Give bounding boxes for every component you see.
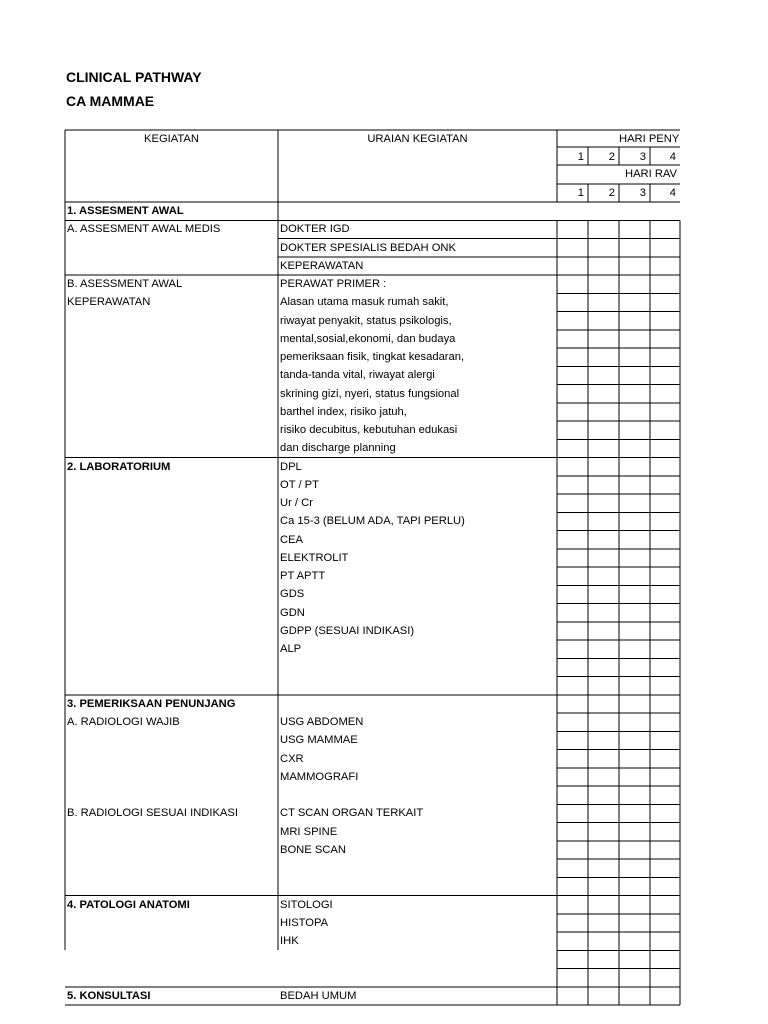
activity-item: BEDAH UMUM [280,989,357,1002]
activity-item: CXR [280,752,304,765]
activity-item: GDN [280,606,305,619]
header-day-number: 4 [669,187,676,199]
activity-item: risiko decubitus, kebutuhan edukasi [280,424,458,437]
activity-item: PERAWAT PRIMER : [280,278,387,291]
header-day-number: 3 [639,151,646,163]
activity-item: ELEKTROLIT [280,551,349,564]
activity-item: OT / PT [280,478,319,491]
activity-item: HISTOPA [280,916,329,929]
activity-item: Ca 15-3 (BELUM ADA, TAPI PERLU) [280,515,465,528]
header-day-number: 1 [577,151,584,163]
activity-item: riwayat penyakit, status psikologis, [280,314,452,327]
document-title: CLINICAL PATHWAY [66,69,202,85]
activity-item: barthel index, risiko jatuh, [280,405,407,418]
activity-item: Alasan utama masuk rumah sakit, [280,296,449,309]
activity-item: MAMMOGRAFI [280,770,359,783]
activity-item: DOKTER SPESIALIS BEDAH ONK [280,241,456,254]
activity-item: MRI SPINE [280,825,338,838]
section-title: 3. PEMERIKSAAN PENUNJANG [67,697,236,710]
activity-item: USG MAMMAE [280,734,358,747]
activity-item: pemeriksaan fisik, tingkat kesadaran, [280,351,465,364]
activity-item: ALP [280,643,302,656]
header-day-number: 2 [608,187,615,199]
section-title: 4. PATOLOGI ANATOMI [67,898,190,911]
header-day-number: 4 [669,151,676,163]
activity-item: CT SCAN ORGAN TERKAIT [280,807,424,820]
header-hari-penyakit: HARI PENY [619,133,680,145]
subsection-label: B. RADIOLOGI SESUAI INDIKASI [67,807,238,820]
activity-item: Ur / Cr [280,497,313,510]
header-day-number: 3 [639,187,646,199]
header-day-number: 1 [577,187,584,199]
subsection-label: A. RADIOLOGI WAJIB [67,716,180,729]
activity-item: dan discharge planning [280,442,396,455]
header-hari-rawat: HARI RAV [625,168,678,180]
activity-item: KEPERAWATAN [280,259,364,272]
activity-item: DOKTER IGD [280,223,350,236]
activity-item: DPL [280,460,302,473]
subsection-label: B. ASESSMENT AWAL [67,278,183,291]
header-uraian: URAIAN KEGIATAN [367,133,468,145]
activity-item: GDPP (SESUAI INDIKASI) [280,624,415,637]
section-title: 5. KONSULTASI [67,989,151,1002]
activity-item: IHK [280,935,299,948]
activity-item: USG ABDOMEN [280,716,364,729]
activity-item: mental,sosial,ekonomi, dan budaya [280,332,456,345]
activity-item: BONE SCAN [280,843,346,856]
activity-item: tanda-tanda vital, riwayat alergi [280,369,435,382]
activity-item: PT APTT [280,570,326,583]
activity-item: CEA [280,533,304,546]
activity-item: skrining gizi, nyeri, status fungsional [280,387,460,400]
header-day-number: 2 [608,151,615,163]
subsection-label: A. ASSESMENT AWAL MEDIS [67,223,221,236]
activity-item: GDS [280,588,305,601]
activity-item: SITOLOGI [280,898,333,911]
section-title: 1. ASSESMENT AWAL [67,205,184,218]
section-title: 2. LABORATORIUM [67,460,171,473]
document-subtitle: CA MAMMAE [66,93,155,109]
header-kegiatan: KEGIATAN [144,133,199,145]
subsection-label: KEPERAWATAN [67,296,151,309]
